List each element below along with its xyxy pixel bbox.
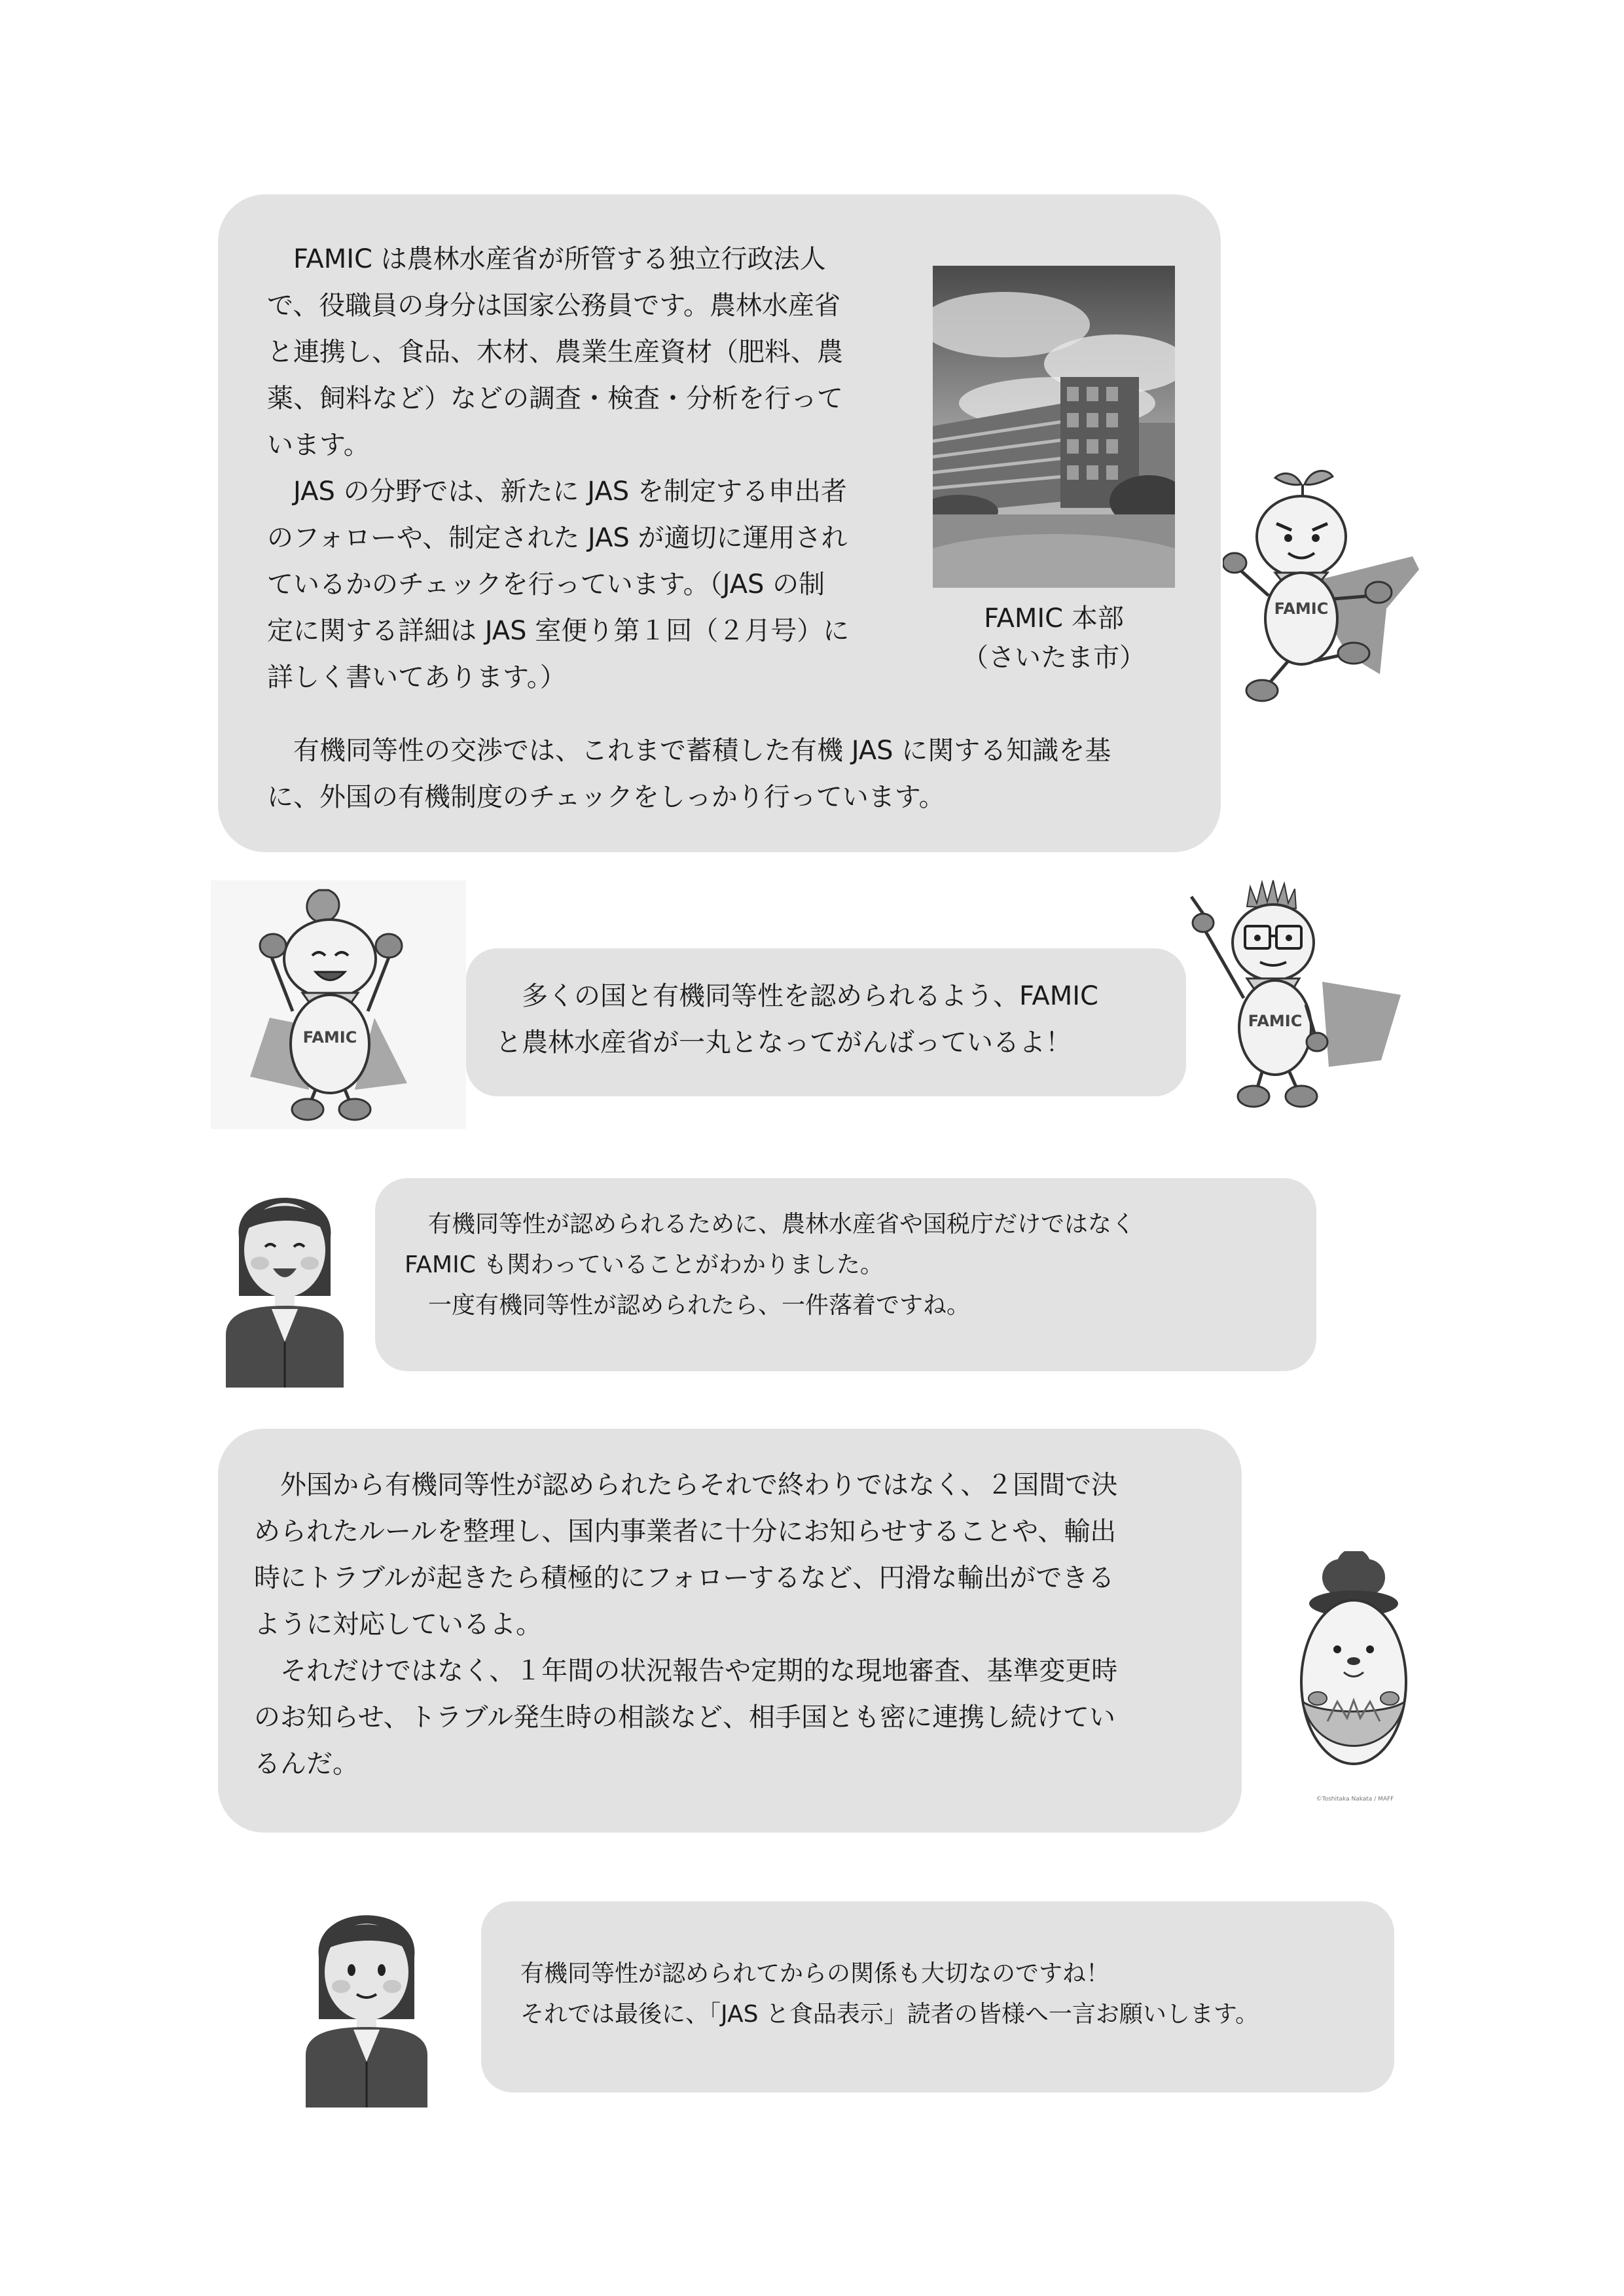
- intro-line: います。: [267, 430, 370, 460]
- explanation-line: それだけではなく、１年間の状況報告や定期的な現地審査、基準変更時: [280, 1656, 1118, 1686]
- woman-speech-line: 有機同等性が認められてからの関係も大切なのですね！: [520, 1960, 1110, 1987]
- famic-leaf-mascot: [211, 880, 466, 1129]
- intro-line: ているかのチェックを行っています。（JAS の制: [267, 569, 825, 600]
- mascot-famic-label: FAMIC: [1274, 600, 1329, 618]
- explanation-line: められたルールを整理し、国内事業者に十分にお知らせすることや、輸出: [254, 1516, 1117, 1547]
- intro-line: 定に関する詳細は JAS 室便り第１回（２月号）に: [267, 616, 850, 646]
- intro-line: JAS の分野では、新たに JAS を制定する申出者: [293, 476, 847, 507]
- photo-caption-line-2: （さいたま市）: [962, 643, 1146, 673]
- intro-line: のフォローや、制定された JAS が適切に運用され: [267, 523, 848, 553]
- explanation-line: ように対応しているよ。: [254, 1609, 542, 1640]
- intro-line: に、外国の有機制度のチェックをしっかり行っています。: [267, 782, 945, 812]
- intro-line: 詳しく書いてあります。）: [267, 662, 566, 692]
- intro-column-text: [267, 236, 902, 701]
- explanation-line: るんだ。: [254, 1749, 359, 1779]
- woman-speech-text-2: [520, 1954, 1391, 2035]
- famic-sprout-mascot: [1223, 458, 1426, 707]
- famic-glasses-mascot: [1185, 870, 1414, 1119]
- photo-caption-line-1: FAMIC 本部: [984, 603, 1124, 634]
- mascot-famic-label: FAMIC: [302, 1028, 357, 1047]
- woman-speech-line: それでは最後に、「JAS と食品表示」読者の皆様へ一言お願いします。: [520, 2001, 1259, 2028]
- photo-caption: [920, 599, 1188, 677]
- woman-speech-text-1: [405, 1204, 1308, 1326]
- intro-line: FAMIC は農林水産省が所管する独立行政法人: [293, 244, 826, 274]
- explanation-line: 外国から有機同等性が認められたらそれで終わりではなく、２国間で決: [280, 1470, 1118, 1500]
- intro-line: 有機同等性の交渉では、これまで蓄積した有機 JAS に関する知識を基: [293, 736, 1111, 766]
- mascot-speech-text: [496, 973, 1170, 1066]
- mascot-speech-line: と農林水産省が一丸となってがんばっているよ！: [496, 1028, 1072, 1058]
- intro-full-text: [267, 728, 1197, 821]
- explanation-text: [254, 1462, 1223, 1787]
- woman-smiling-avatar: [213, 1165, 357, 1388]
- intro-line: で、役職員の身分は国家公務員です。農林水産省: [267, 291, 840, 321]
- mascot-famic-label: FAMIC: [1248, 1012, 1303, 1030]
- acorn-mascot: [1288, 1551, 1419, 1793]
- woman-speech-line: FAMIC も関わっていることがわかりました。: [405, 1251, 884, 1278]
- mascot-speech-line: 多くの国と有機同等性を認められるよう、FAMIC: [522, 981, 1098, 1011]
- famic-headquarters-photo: [933, 266, 1175, 588]
- intro-line: と連携し、食品、木材、農業生産資材（肥料、農: [267, 337, 843, 367]
- woman-speech-line: 一度有機同等性が認められたら、一件落着ですね。: [428, 1292, 971, 1319]
- mascot-credit: ©Toshitaka Nakata / MAFF: [1316, 1796, 1394, 1803]
- intro-line: 薬、飼料など）などの調査・検査・分析を行って: [267, 384, 843, 414]
- explanation-line: 時にトラブルが起きたら積極的にフォローするなど、円滑な輸出ができる: [254, 1563, 1115, 1593]
- woman-speech-line: 有機同等性が認められるために、農林水産省や国税庁だけではなく: [428, 1211, 1136, 1238]
- woman-neutral-avatar: [291, 1882, 442, 2108]
- explanation-line: のお知らせ、トラブル発生時の相談など、相手国とも密に連携し続けてい: [254, 1702, 1115, 1732]
